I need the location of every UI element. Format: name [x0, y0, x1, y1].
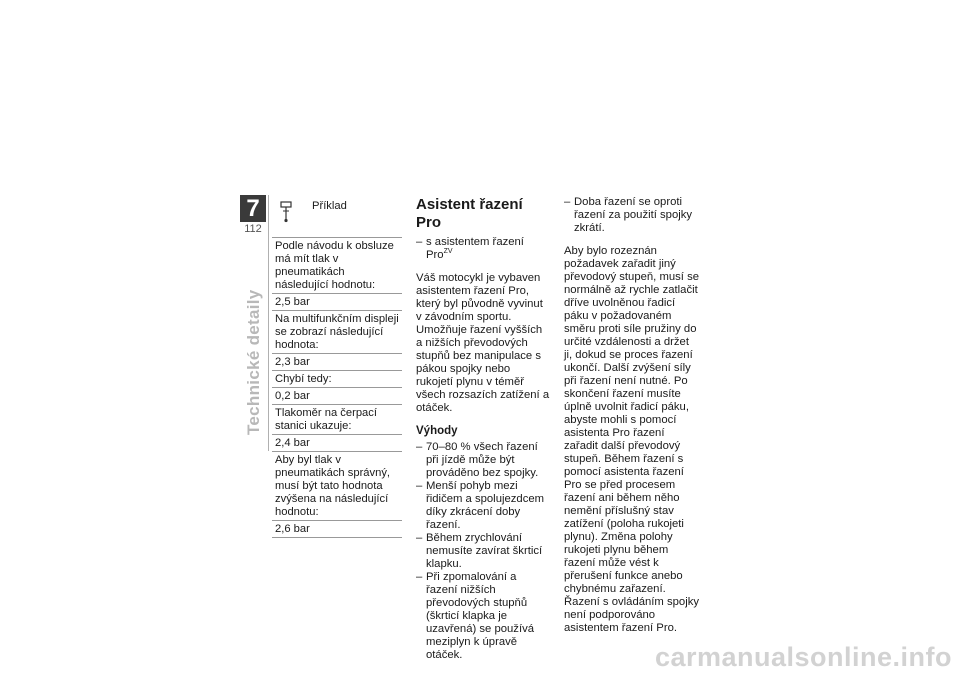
- table-row: 0,2 bar: [272, 388, 402, 405]
- table-row: Podle návodu k obsluze má mít tlak v pneumatikách následující hodnotu:: [272, 238, 402, 294]
- table-row: Aby byl tlak v pneumatikách správný, musí být tato hodnota zvýšena na následující hodnotu:: [272, 452, 402, 521]
- section-heading: Asistent řazení Pro: [416, 196, 523, 231]
- watermark: carmanualsonline.info: [654, 642, 952, 672]
- list-item: – Doba řazení se oproti řazení za použití spojky zkrátí.: [564, 196, 700, 235]
- list-item: – Při zpomalování a řazení nižších převodových stupňů (škrticí klapka je uzavřená) se používá meziplyn k úpravě otáček.: [416, 571, 550, 662]
- example-label: Příklad: [312, 200, 347, 212]
- subtitle-sup: ZV: [443, 248, 453, 256]
- list-item: – Menší pohyb mezi řidičem a spolujezdcem díky zkrácení doby řazení.: [416, 480, 550, 532]
- intro-paragraph: Váš motocykl je vybaven asistentem řazení Pro, který byl původně vyvinut v závodním sportu. Umožňuje řazení vyšších a nižších převodových stupňů bez manipulace s pákou spojky nebo rukojetí plynu v téměř všech rozsazích zatížení a otáček.: [416, 272, 550, 414]
- section-column: [416, 196, 550, 662]
- margin-rule: [268, 195, 269, 451]
- list-item: – 70–80 % všech řazení při jízdě může být prováděno bez spojky.: [416, 441, 550, 480]
- body-paragraph: Aby bylo rozeznán požadavek zařadit jiný převodový stupeň, musí se normálně až rychle zatlačit dříve uvolněnou řadicí páku v požadovaném směru proti síle pružiny do určité vzdálenosti a držet ji, dokud se proces řazení ukončí. Další zvýšení síly při řazení není nutné. Po skončení řazení musíte úplně uvolnit řadicí páku, abyste mohli s pomocí asistenta Pro řazení zařadit další převodový stupeň. Během řazení s pomocí asistenta řazení Pro se před procesem řazení ani během něho nemění příslušný stav zatížení (poloha rukojeti plynu). Změna polohy rukojeti plynu během řazení může vést k přerušení funkce anebo chybnému zařazení. Řazení s ovládáním spojky není podporováno asistentem řazení Pro.: [564, 245, 700, 634]
- table-row: 2,4 bar: [272, 435, 402, 452]
- continuation-column: [564, 196, 700, 635]
- table-row: 2,3 bar: [272, 354, 402, 371]
- list-item: – Během zrychlování nemusíte zavírat škrticí klapku.: [416, 532, 550, 571]
- chapter-number: 7: [240, 195, 266, 222]
- table-row: Na multifunkčním displeji se zobrazí následující hodnota:: [272, 311, 402, 354]
- table-row: Chybí tedy:: [272, 371, 402, 388]
- section-subtitle: [416, 236, 550, 262]
- info-wrench-icon: [278, 201, 294, 223]
- table-row: 2,5 bar: [272, 294, 402, 311]
- example-table: [272, 196, 402, 538]
- page-number: 112: [244, 223, 262, 235]
- subtitle-text: s asistentem řazení Pro: [426, 236, 524, 261]
- chapter-side-title: Technické detaily: [244, 289, 263, 435]
- table-row: 2,6 bar: [272, 521, 402, 538]
- table-row: Tlakoměr na čerpací stanici ukazuje:: [272, 405, 402, 435]
- example-header: [272, 196, 402, 238]
- advantages-heading: Výhody: [416, 425, 458, 437]
